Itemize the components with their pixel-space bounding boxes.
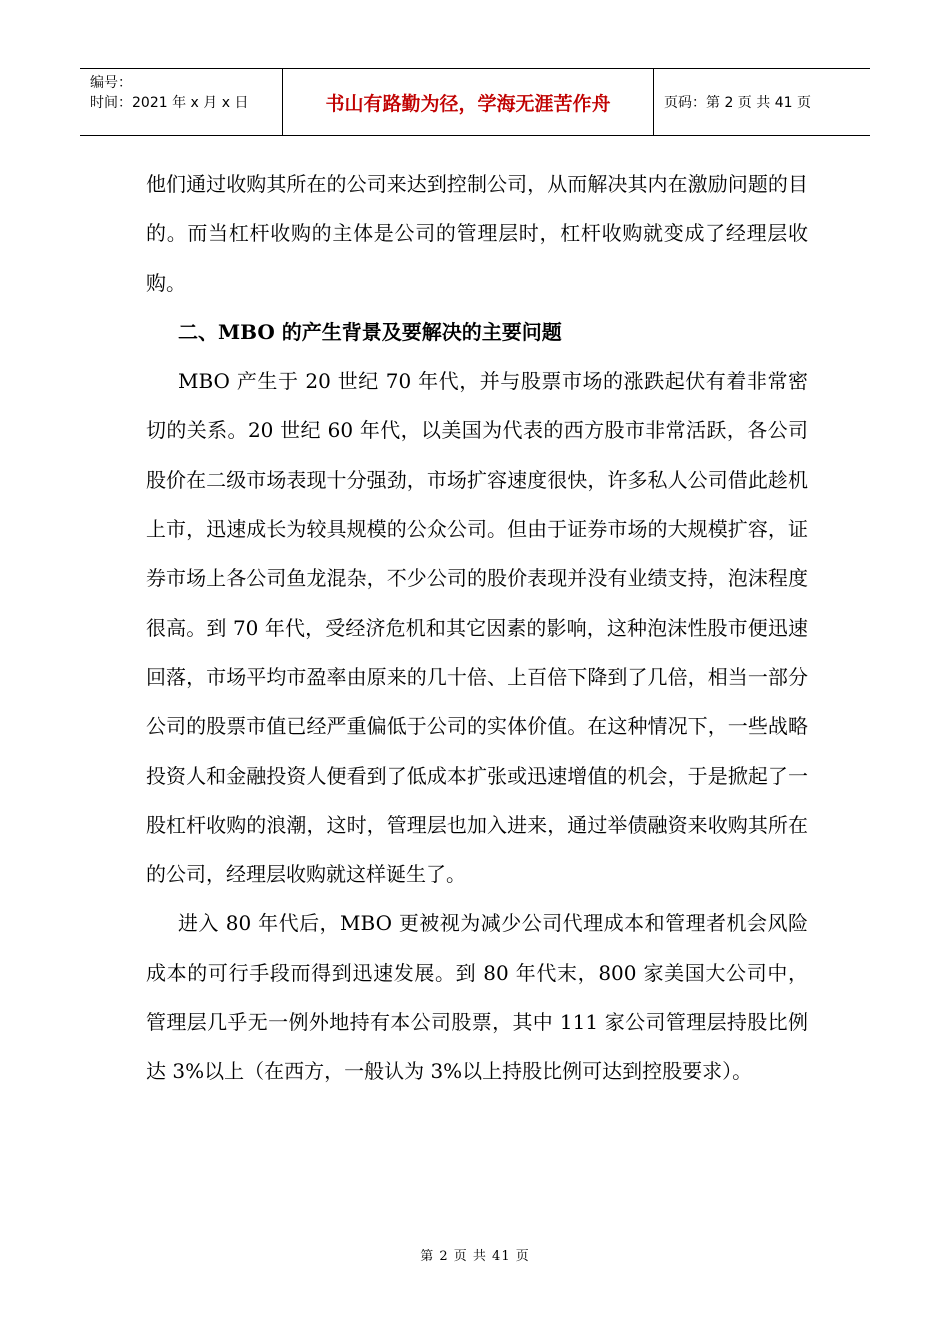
header-page-info: 页码：第 2 页 共 41 页 bbox=[664, 95, 811, 111]
paragraph-continuation: 他们通过收购其所在的公司来达到控制公司，从而解决其内在激励问题的目的。而当杠杆收购的主体是公司的管理层时，杠杆收购就变成了经理层收购。 bbox=[146, 172, 808, 295]
document-body bbox=[146, 160, 808, 1097]
page-footer: 第 2 页 共 41 页 bbox=[420, 1249, 530, 1264]
paragraph-1980s: 进入 80 年代后，MBO 更被视为减少公司代理成本和管理者机会风险成本的可行手段而得到迅速发展。到 80 年代末，800 家美国大公司中，管理层几乎无一例外地持有本公司股票，其中 111 家公司管理层持股比例达 3%以上（在西方，一般认为 3%以上持股比例可达到控股要求）。 bbox=[146, 911, 808, 1084]
number-label: 编号： bbox=[90, 75, 132, 91]
paragraph-background: MBO 产生于 20 世纪 70 年代，并与股票市场的涨跌起伏有着非常密切的关系。20 世纪 60 年代，以美国为代表的西方股市非常活跃，各公司股价在二级市场表现十分强劲，市场扩容速度很快，许多私人公司借此趁机上市，迅速成长为较具规模的公众公司。但由于证券市场的大规模扩容，证券市场上各公司鱼龙混杂，不少公司的股价表现并没有业绩支持，泡沫程度很高。到 70 年代，受经济危机和其它因素的影响，这种泡沫性股市便迅速回落，市场平均市盈率由原来的几十倍、上百倍下降到了几倍，相当一部分公司的股票市值已经严重偏低于公司的实体价值。在这种情况下，一些战略投资人和金融投资人便看到了低成本扩张或迅速增值的机会，于是掀起了一股杠杆收购的浪潮，这时，管理层也加入进来，通过举债融资来收购其所在的公司，经理层收购就这样诞生了。 bbox=[146, 369, 808, 887]
date-line: 时间：2021 年 x 月 x 日 bbox=[90, 95, 249, 111]
section-heading: 二、MBO 的产生背景及要解决的主要问题 bbox=[178, 319, 562, 344]
header-meta bbox=[80, 69, 282, 135]
header-motto: 书山有路勤为径，学海无涯苦作舟 bbox=[282, 69, 654, 135]
document-header bbox=[80, 68, 870, 136]
